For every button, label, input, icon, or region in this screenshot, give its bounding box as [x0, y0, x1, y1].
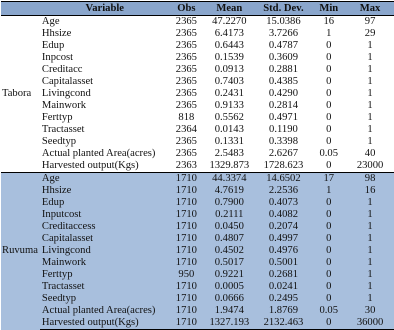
cell-std-dev: 14.6502: [256, 173, 312, 186]
table-row: [1, 269, 394, 281]
cell-std-dev: 0.3398: [256, 136, 312, 148]
cell-obs: 2365: [170, 100, 203, 112]
cell-variable: Age: [40, 16, 170, 29]
cell-std-dev: 0.2814: [256, 100, 312, 112]
table-row: [1, 209, 394, 221]
cell-min: 0: [311, 64, 346, 76]
cell-variable: Ferttyp: [40, 269, 170, 281]
cell-obs: 2365: [170, 28, 203, 40]
cell-variable: Hhsize: [40, 185, 170, 197]
cell-variable: Harvested output(Kgs): [40, 160, 170, 173]
cell-obs: 2365: [170, 52, 203, 64]
cell-obs: 1710: [170, 209, 203, 221]
table-row: [1, 112, 394, 124]
cell-std-dev: 0.4073: [256, 197, 312, 209]
cell-min: 1: [311, 185, 346, 197]
cell-variable: Capitalasset: [40, 76, 170, 88]
cell-obs: 2365: [170, 40, 203, 52]
cell-mean: 2.5483: [203, 148, 255, 160]
cell-variable: Age: [40, 173, 170, 186]
cell-min: 0: [311, 233, 346, 245]
header-min: Min: [311, 2, 346, 16]
table-body: [1, 16, 394, 330]
cell-variable: Edup: [40, 197, 170, 209]
cell-variable: Tractasset: [40, 281, 170, 293]
cell-obs: 950: [170, 269, 203, 281]
cell-variable: Livingcond: [40, 245, 170, 257]
cell-mean: 0.5017: [203, 257, 255, 269]
cell-max: 40: [346, 148, 394, 160]
table-row: [1, 305, 394, 317]
cell-max: 1: [346, 64, 394, 76]
cell-variable: Creditaccess: [40, 221, 170, 233]
cell-max: 1: [346, 197, 394, 209]
table-row: [1, 173, 394, 186]
cell-std-dev: 0.4385: [256, 76, 312, 88]
cell-mean: 0.4807: [203, 233, 255, 245]
cell-max: 1: [346, 100, 394, 112]
cell-std-dev: 0.2681: [256, 269, 312, 281]
cell-mean: 0.0143: [203, 124, 255, 136]
cell-obs: 1710: [170, 305, 203, 317]
table-row: [1, 197, 394, 209]
cell-min: 0: [311, 160, 346, 173]
cell-mean: 1327.193: [203, 317, 255, 330]
cell-min: 0: [311, 317, 346, 330]
cell-obs: 2365: [170, 136, 203, 148]
cell-min: 0: [311, 124, 346, 136]
cell-obs: 1710: [170, 281, 203, 293]
cell-min: 0.05: [311, 148, 346, 160]
cell-variable: Inputcost: [40, 209, 170, 221]
cell-min: 0: [311, 40, 346, 52]
cell-min: 0: [311, 197, 346, 209]
cell-max: 1: [346, 124, 394, 136]
cell-obs: 2365: [170, 148, 203, 160]
cell-mean: 0.6443: [203, 40, 255, 52]
cell-min: 0: [311, 209, 346, 221]
cell-std-dev: 2132.463: [256, 317, 312, 330]
cell-min: 16: [311, 16, 346, 29]
cell-variable: Creditacc: [40, 64, 170, 76]
cell-obs: 2365: [170, 16, 203, 29]
cell-obs: 2363: [170, 160, 203, 173]
cell-mean: 0.4502: [203, 245, 255, 257]
cell-mean: 44.3374: [203, 173, 255, 186]
cell-obs: 1710: [170, 197, 203, 209]
header-std-dev: Std. Dev.: [256, 2, 312, 16]
cell-min: 0: [311, 100, 346, 112]
cell-std-dev: 0.3609: [256, 52, 312, 64]
cell-min: 0: [311, 221, 346, 233]
cell-min: 17: [311, 173, 346, 186]
cell-variable: Mainwork: [40, 100, 170, 112]
cell-max: 1: [346, 281, 394, 293]
cell-mean: 0.0666: [203, 293, 255, 305]
cell-obs: 2365: [170, 76, 203, 88]
table-row: [1, 64, 394, 76]
header-row: [1, 2, 394, 16]
cell-min: 0: [311, 257, 346, 269]
cell-std-dev: 2.6267: [256, 148, 312, 160]
cell-min: 0: [311, 76, 346, 88]
table-row: [1, 124, 394, 136]
cell-variable: Capitalasset: [40, 233, 170, 245]
cell-mean: 0.5562: [203, 112, 255, 124]
header-mean: Mean: [203, 2, 255, 16]
cell-obs: 1710: [170, 221, 203, 233]
cell-mean: 0.0913: [203, 64, 255, 76]
cell-max: 16: [346, 185, 394, 197]
cell-obs: 1710: [170, 233, 203, 245]
cell-mean: 0.9221: [203, 269, 255, 281]
cell-variable: Seedtyp: [40, 293, 170, 305]
cell-std-dev: 0.2881: [256, 64, 312, 76]
table-row: [1, 16, 394, 29]
cell-std-dev: 0.1190: [256, 124, 312, 136]
cell-mean: 4.7619: [203, 185, 255, 197]
cell-max: 1: [346, 88, 394, 100]
cell-variable: Livingcond: [40, 88, 170, 100]
cell-min: 0: [311, 136, 346, 148]
cell-obs: 2364: [170, 124, 203, 136]
table-row: [1, 28, 394, 40]
cell-mean: 47.2270: [203, 16, 255, 29]
table-row: [1, 88, 394, 100]
cell-mean: 0.0450: [203, 221, 255, 233]
cell-std-dev: 0.4290: [256, 88, 312, 100]
cell-min: 1: [311, 28, 346, 40]
cell-obs: 1710: [170, 317, 203, 330]
cell-obs: 1710: [170, 257, 203, 269]
region-label: Ruvuma: [1, 173, 40, 330]
cell-max: 30: [346, 305, 394, 317]
cell-std-dev: 0.4082: [256, 209, 312, 221]
cell-variable: Edup: [40, 40, 170, 52]
cell-std-dev: 0.4997: [256, 233, 312, 245]
cell-mean: 0.9133: [203, 100, 255, 112]
cell-std-dev: 0.4787: [256, 40, 312, 52]
cell-max: 1: [346, 293, 394, 305]
cell-max: 1: [346, 221, 394, 233]
summary-statistics-table: [1, 1, 394, 330]
cell-max: 1: [346, 209, 394, 221]
table-row: [1, 221, 394, 233]
cell-max: 1: [346, 76, 394, 88]
cell-mean: 6.4173: [203, 28, 255, 40]
cell-mean: 0.7403: [203, 76, 255, 88]
cell-max: 1: [346, 136, 394, 148]
cell-mean: 1.9474: [203, 305, 255, 317]
table-row: [1, 160, 394, 173]
cell-max: 1: [346, 112, 394, 124]
cell-std-dev: 3.7266: [256, 28, 312, 40]
cell-mean: 0.0005: [203, 281, 255, 293]
cell-variable: Inpcost: [40, 52, 170, 64]
cell-mean: 0.1331: [203, 136, 255, 148]
cell-mean: 0.7900: [203, 197, 255, 209]
cell-min: 0: [311, 112, 346, 124]
header-obs: Obs: [170, 2, 203, 16]
cell-obs: 1710: [170, 173, 203, 186]
table-row: [1, 257, 394, 269]
table-row: [1, 233, 394, 245]
cell-min: 0: [311, 52, 346, 64]
cell-max: 1: [346, 245, 394, 257]
cell-variable: Ferttyp: [40, 112, 170, 124]
cell-std-dev: 0.2495: [256, 293, 312, 305]
cell-obs: 2365: [170, 64, 203, 76]
cell-max: 36000: [346, 317, 394, 330]
table-row: [1, 76, 394, 88]
cell-min: 0.05: [311, 305, 346, 317]
table-row: [1, 245, 394, 257]
cell-mean: 1329.873: [203, 160, 255, 173]
cell-max: 23000: [346, 160, 394, 173]
cell-variable: Actual planted Area(acres): [40, 305, 170, 317]
table-row: [1, 52, 394, 64]
cell-obs: 1710: [170, 293, 203, 305]
cell-mean: 0.2111: [203, 209, 255, 221]
cell-std-dev: 15.0386: [256, 16, 312, 29]
cell-obs: 2365: [170, 88, 203, 100]
region-label: Tabora: [1, 16, 40, 173]
table-row: [1, 293, 394, 305]
cell-min: 0: [311, 281, 346, 293]
cell-max: 98: [346, 173, 394, 186]
cell-min: 0: [311, 293, 346, 305]
cell-max: 1: [346, 40, 394, 52]
header-max: Max: [346, 2, 394, 16]
cell-mean: 0.1539: [203, 52, 255, 64]
cell-std-dev: 2.2536: [256, 185, 312, 197]
cell-max: 1: [346, 233, 394, 245]
cell-max: 1: [346, 257, 394, 269]
table-row: [1, 136, 394, 148]
cell-min: 0: [311, 269, 346, 281]
cell-mean: 0.2431: [203, 88, 255, 100]
table-row: [1, 148, 394, 160]
table-row: [1, 185, 394, 197]
cell-max: 29: [346, 28, 394, 40]
header-variable: Variable: [40, 2, 170, 16]
table-row: [1, 317, 394, 330]
table-row: [1, 100, 394, 112]
header-region: [1, 2, 40, 16]
cell-variable: Mainwork: [40, 257, 170, 269]
cell-std-dev: 0.4971: [256, 112, 312, 124]
cell-std-dev: 0.5001: [256, 257, 312, 269]
summary-statistics-table-wrapper: [1, 1, 394, 330]
cell-min: 0: [311, 245, 346, 257]
cell-min: 0: [311, 88, 346, 100]
cell-variable: Actual planted Area(acres): [40, 148, 170, 160]
cell-variable: Harvested output(Kgs): [40, 317, 170, 330]
cell-std-dev: 0.2074: [256, 221, 312, 233]
cell-max: 1: [346, 52, 394, 64]
cell-variable: Hhsize: [40, 28, 170, 40]
cell-obs: 1710: [170, 245, 203, 257]
cell-variable: Seedtyp: [40, 136, 170, 148]
cell-max: 97: [346, 16, 394, 29]
cell-obs: 818: [170, 112, 203, 124]
cell-std-dev: 0.0241: [256, 281, 312, 293]
cell-max: 1: [346, 269, 394, 281]
cell-obs: 1710: [170, 185, 203, 197]
table-row: [1, 40, 394, 52]
cell-std-dev: 1728.623: [256, 160, 312, 173]
table-row: [1, 281, 394, 293]
cell-std-dev: 0.4976: [256, 245, 312, 257]
cell-variable: Tractasset: [40, 124, 170, 136]
cell-std-dev: 1.8769: [256, 305, 312, 317]
